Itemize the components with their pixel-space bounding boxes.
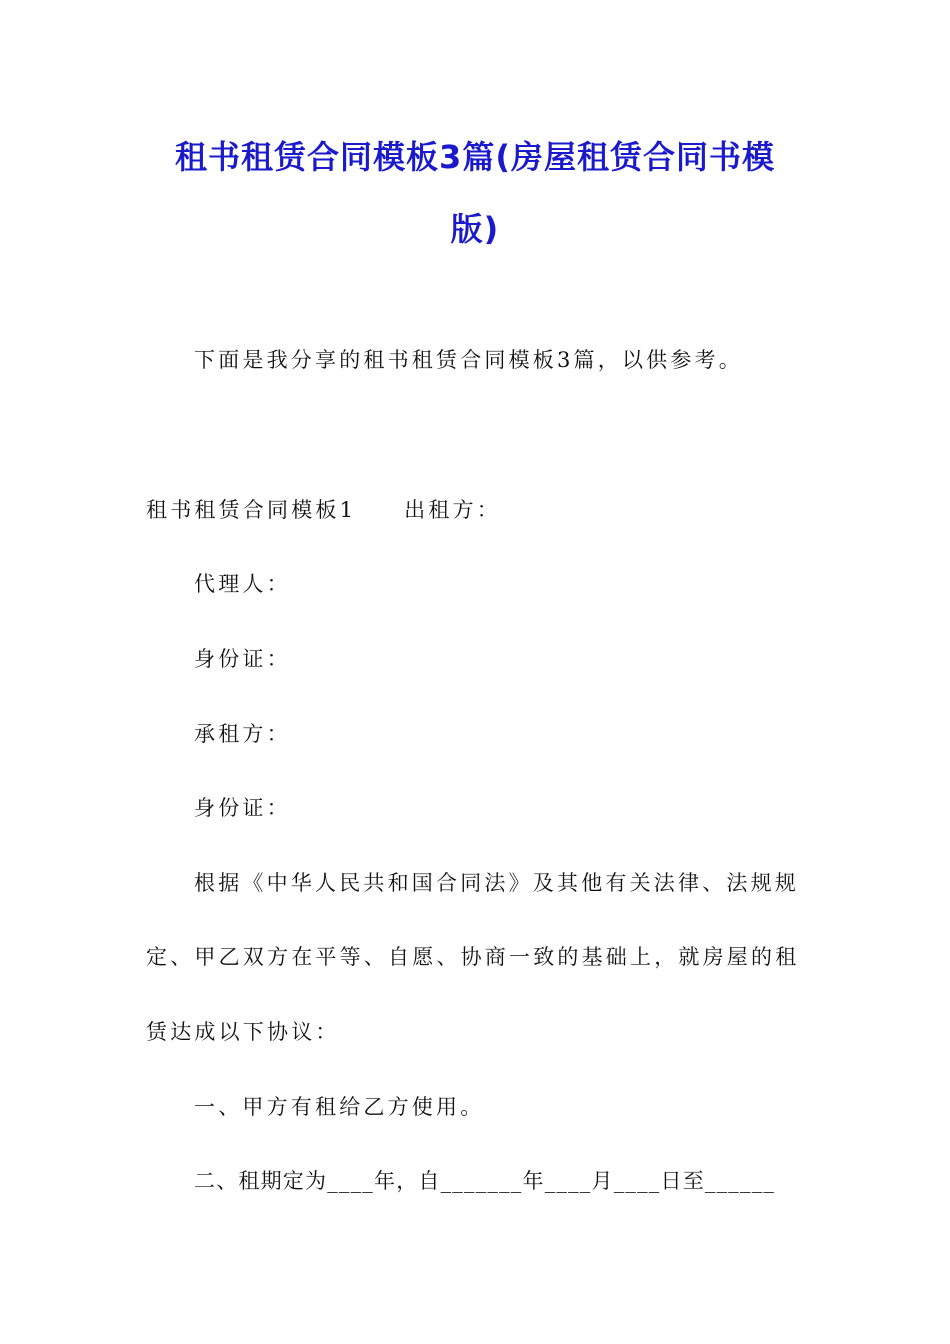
basis-paragraph-line-1: 根据《中华人民共和国合同法》及其他有关法律、法规规 [194, 871, 799, 895]
document-title-line-2: 版) [450, 210, 500, 248]
section-1-heading-line [146, 496, 501, 524]
section-1-heading: 租书租赁合同模板1 [146, 498, 357, 522]
basis-paragraph-line-2: 定、甲乙双方在平等、自愿、协商一致的基础上，就房屋的租 [146, 945, 800, 969]
lessee-label: 承租方： [194, 722, 291, 746]
agent-label: 代理人： [194, 572, 291, 596]
id-card-label-1: 身份证： [194, 647, 291, 671]
clause-2: 二、租期定为____年，自_______年____月____日至______ [194, 1169, 776, 1193]
lessor-label: 出租方： [404, 498, 501, 522]
id-card-label-2: 身份证： [194, 796, 291, 820]
clause-1: 一、甲方有租给乙方使用。 [194, 1095, 485, 1119]
basis-paragraph-line-3: 赁达成以下协议： [146, 1020, 340, 1044]
document-title-line-1: 租书租赁合同模板3篇(房屋租赁合同书模 [175, 138, 775, 176]
intro-paragraph: 下面是我分享的租书租赁合同模板3篇，以供参考。 [194, 348, 743, 372]
